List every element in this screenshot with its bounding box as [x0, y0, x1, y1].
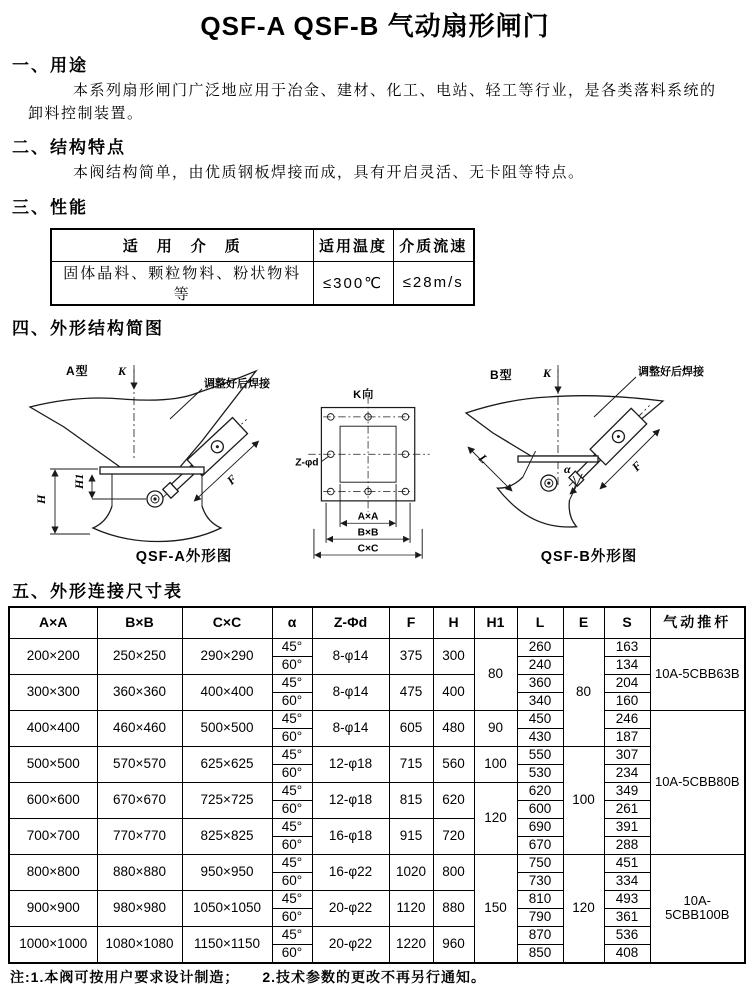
- cell-bxb: 880×880: [97, 854, 182, 890]
- cell-axa: 900×900: [9, 890, 97, 926]
- cell-l: 750: [517, 854, 563, 872]
- cell-h: 960: [433, 926, 474, 963]
- cell-f: 475: [389, 674, 433, 710]
- header-s: S: [604, 607, 650, 639]
- cell-axa: 700×700: [9, 818, 97, 854]
- dim-table-row: [9, 926, 745, 944]
- cell-h: 560: [433, 746, 474, 782]
- qsf-b-type-label: B型: [490, 367, 513, 382]
- dim-table-row: [9, 710, 745, 728]
- cell-cxc: 950×950: [182, 854, 272, 890]
- perf-header-velocity: 介质流速: [393, 229, 474, 262]
- cell-s: 134: [604, 656, 650, 674]
- cell-l: 730: [517, 872, 563, 890]
- cell-e: 100: [563, 746, 604, 854]
- header-pneumatic-rod: 气动推杆: [650, 607, 745, 639]
- cell-alpha: 60°: [272, 656, 312, 674]
- cell-pneumatic-rod: 10A-5CBB63B: [650, 638, 745, 710]
- cell-axa: 400×400: [9, 710, 97, 746]
- heading-outline: 四、外形结构简图: [12, 318, 164, 338]
- cell-bxb: 570×570: [97, 746, 182, 782]
- qsf-a-dim-f: F: [224, 471, 240, 488]
- qsf-b-diagram: [448, 361, 730, 569]
- heading-dimensions: 五、外形连接尺寸表: [12, 581, 183, 601]
- cell-f: 1120: [389, 890, 433, 926]
- cell-zphid: 8-φ14: [312, 638, 389, 674]
- dim-table-row: [9, 854, 745, 872]
- dim-table-row: [9, 890, 745, 908]
- cell-zphid: 20-φ22: [312, 890, 389, 926]
- k-view-dim-b: B×B: [357, 526, 379, 538]
- performance-table: [50, 228, 475, 306]
- cell-alpha: 60°: [272, 764, 312, 782]
- cell-h1: 100: [474, 746, 517, 782]
- dim-table-row: [9, 638, 745, 656]
- cell-h: 800: [433, 854, 474, 890]
- header-zphid: Z-Φd: [312, 607, 389, 639]
- cell-f: 1020: [389, 854, 433, 890]
- cell-s: 261: [604, 800, 650, 818]
- cell-l: 450: [517, 710, 563, 728]
- k-view-label: K向: [353, 388, 375, 401]
- cell-zphid: 8-φ14: [312, 710, 389, 746]
- cell-s: 349: [604, 782, 650, 800]
- page-title: QSF-A QSF-B 气动扇形闸门: [200, 11, 550, 41]
- cell-cxc: 1050×1050: [182, 890, 272, 926]
- cell-s: 451: [604, 854, 650, 872]
- cell-h: 620: [433, 782, 474, 818]
- cell-axa: 1000×1000: [9, 926, 97, 963]
- cell-cxc: 500×500: [182, 710, 272, 746]
- cell-cxc: 290×290: [182, 638, 272, 674]
- cell-alpha: 60°: [272, 944, 312, 963]
- cell-s: 408: [604, 944, 650, 963]
- cell-axa: 600×600: [9, 782, 97, 818]
- cell-l: 810: [517, 890, 563, 908]
- cell-alpha: 60°: [272, 836, 312, 854]
- cell-zphid: 16-φ22: [312, 854, 389, 890]
- cell-l: 430: [517, 728, 563, 746]
- cell-h: 720: [433, 818, 474, 854]
- cell-h1: 120: [474, 782, 517, 854]
- cell-s: 288: [604, 836, 650, 854]
- qsf-a-caption: QSF-A外形图: [135, 548, 233, 565]
- cell-zphid: 20-φ22: [312, 926, 389, 963]
- cell-s: 361: [604, 908, 650, 926]
- cell-alpha: 45°: [272, 818, 312, 836]
- cell-alpha: 45°: [272, 674, 312, 692]
- heading-performance: 三、性能: [12, 197, 88, 217]
- cell-s: 334: [604, 872, 650, 890]
- qsf-a-diagram: [22, 361, 290, 569]
- header-alpha: α: [272, 607, 312, 639]
- heading-usage: 一、用途: [12, 56, 88, 75]
- dim-table-row: [9, 746, 745, 764]
- cell-h1: 150: [474, 854, 517, 963]
- footnote: 注:1.本阀可按用户要求设计制造； 2.技术参数的更改不再另行通知。: [10, 968, 487, 985]
- cell-f: 375: [389, 638, 433, 674]
- cell-f: 815: [389, 782, 433, 818]
- cell-bxb: 670×670: [97, 782, 182, 818]
- cell-s: 163: [604, 638, 650, 656]
- cell-cxc: 400×400: [182, 674, 272, 710]
- header-bxb: B×B: [97, 607, 182, 639]
- cell-f: 715: [389, 746, 433, 782]
- cell-h: 880: [433, 890, 474, 926]
- header-f: F: [389, 607, 433, 639]
- cell-s: 391: [604, 818, 650, 836]
- cell-cxc: 825×825: [182, 818, 272, 854]
- cell-l: 850: [517, 944, 563, 963]
- cell-alpha: 60°: [272, 872, 312, 890]
- cell-l: 790: [517, 908, 563, 926]
- cell-l: 600: [517, 800, 563, 818]
- cell-s: 187: [604, 728, 650, 746]
- header-h1: H1: [474, 607, 517, 639]
- qsf-b-drawing-icon: [448, 361, 730, 543]
- qsf-b-dim-alpha: α: [564, 461, 571, 476]
- k-view-dim-a: A×A: [357, 511, 379, 523]
- cell-zphid: 8-φ14: [312, 674, 389, 710]
- cell-l: 240: [517, 656, 563, 674]
- cell-bxb: 980×980: [97, 890, 182, 926]
- cell-l: 870: [517, 926, 563, 944]
- qsf-b-k-label: K: [543, 365, 552, 380]
- usage-paragraph: 本系列扇形闸门广泛地应用于冶金、建材、化工、电站、轻工等行业，是各类落料系统的卸料控制装置。: [28, 82, 717, 122]
- header-cxc: C×C: [182, 607, 272, 639]
- cell-axa: 300×300: [9, 674, 97, 710]
- dimension-table: [8, 606, 746, 964]
- cell-h: 400: [433, 674, 474, 710]
- cell-l: 340: [517, 692, 563, 710]
- header-e: E: [563, 607, 604, 639]
- dim-table-row: [9, 782, 745, 800]
- cell-e: 80: [563, 638, 604, 746]
- qsf-b-weld-note: 调整好后焊接: [638, 365, 704, 378]
- cell-s: 246: [604, 710, 650, 728]
- dimension-table-header-row: [9, 607, 745, 639]
- structure-paragraph: 本阀结构简单，由优质钢板焊接而成，具有开启灵活、无卡阻等特点。: [73, 164, 585, 181]
- perf-cell-medium: 固体晶料、颗粒物料、粉状物料等: [51, 261, 313, 305]
- cell-bxb: 360×360: [97, 674, 182, 710]
- qsf-a-dim-h1: H1: [72, 473, 86, 489]
- dim-table-row: [9, 674, 745, 692]
- cell-alpha: 45°: [272, 638, 312, 656]
- perf-cell-velocity: ≤28m/s: [393, 261, 474, 305]
- qsf-a-drawing-icon: [22, 361, 290, 543]
- cell-alpha: 45°: [272, 746, 312, 764]
- header-l: L: [517, 607, 563, 639]
- cell-alpha: 60°: [272, 692, 312, 710]
- cell-s: 536: [604, 926, 650, 944]
- dim-table-body: [9, 638, 745, 963]
- cell-l: 620: [517, 782, 563, 800]
- cell-alpha: 60°: [272, 728, 312, 746]
- cell-h1: 80: [474, 638, 517, 710]
- cell-pneumatic-rod: 10A-5CBB100B: [650, 854, 745, 963]
- cell-s: 160: [604, 692, 650, 710]
- qsf-a-weld-note: 调整好后焊接: [204, 377, 270, 390]
- cell-alpha: 60°: [272, 800, 312, 818]
- cell-bxb: 1080×1080: [97, 926, 182, 963]
- cell-alpha: 45°: [272, 890, 312, 908]
- cell-l: 530: [517, 764, 563, 782]
- qsf-a-dim-h: H: [34, 494, 48, 504]
- qsf-a-k-label: K: [118, 363, 127, 378]
- cell-zphid: 12-φ18: [312, 782, 389, 818]
- cell-bxb: 770×770: [97, 818, 182, 854]
- k-view-hole-label: Z-φd: [295, 456, 319, 468]
- qsf-b-dim-l: L: [475, 450, 491, 466]
- cell-s: 307: [604, 746, 650, 764]
- cell-pneumatic-rod: 10A-5CBB80B: [650, 710, 745, 854]
- k-view-dim-c: C×C: [357, 542, 379, 554]
- cell-s: 204: [604, 674, 650, 692]
- cell-h1: 90: [474, 710, 517, 746]
- cell-bxb: 460×460: [97, 710, 182, 746]
- cell-h: 480: [433, 710, 474, 746]
- cell-alpha: 45°: [272, 782, 312, 800]
- cell-zphid: 12-φ18: [312, 746, 389, 782]
- header-axa: A×A: [9, 607, 97, 639]
- qsf-b-caption: QSF-B外形图: [540, 548, 638, 565]
- cell-l: 260: [517, 638, 563, 656]
- cell-cxc: 625×625: [182, 746, 272, 782]
- perf-header-temperature: 适用温度: [313, 229, 393, 262]
- qsf-a-type-label: A型: [66, 363, 89, 378]
- cell-f: 915: [389, 818, 433, 854]
- cell-e: 120: [563, 854, 604, 963]
- cell-alpha: 45°: [272, 710, 312, 728]
- qsf-b-dim-f: F: [629, 457, 645, 474]
- cell-h: 300: [433, 638, 474, 674]
- cell-f: 605: [389, 710, 433, 746]
- heading-structure: 二、结构特点: [12, 138, 126, 157]
- cell-s: 493: [604, 890, 650, 908]
- outline-diagrams: [22, 361, 750, 569]
- cell-axa: 500×500: [9, 746, 97, 782]
- cell-l: 670: [517, 836, 563, 854]
- cell-alpha: 60°: [272, 908, 312, 926]
- k-view-diagram: [290, 361, 448, 569]
- cell-f: 1220: [389, 926, 433, 963]
- perf-header-medium: 适 用 介 质: [51, 229, 313, 262]
- cell-axa: 200×200: [9, 638, 97, 674]
- cell-l: 360: [517, 674, 563, 692]
- cell-cxc: 1150×1150: [182, 926, 272, 963]
- cell-zphid: 16-φ18: [312, 818, 389, 854]
- header-h: H: [433, 607, 474, 639]
- cell-alpha: 45°: [272, 926, 312, 944]
- dim-table-row: [9, 818, 745, 836]
- cell-bxb: 250×250: [97, 638, 182, 674]
- cell-cxc: 725×725: [182, 782, 272, 818]
- k-view-drawing-icon: [290, 387, 448, 569]
- perf-cell-temperature: ≤300℃: [313, 261, 393, 305]
- cell-l: 550: [517, 746, 563, 764]
- cell-alpha: 45°: [272, 854, 312, 872]
- cell-axa: 800×800: [9, 854, 97, 890]
- cell-s: 234: [604, 764, 650, 782]
- cell-l: 690: [517, 818, 563, 836]
